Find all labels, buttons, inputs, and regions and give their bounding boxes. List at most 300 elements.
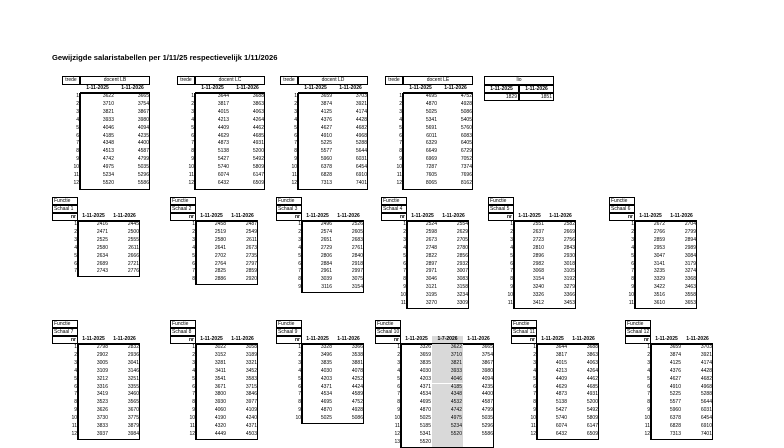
nr-number: 4	[631, 244, 634, 251]
salary-cell: 3937	[96, 430, 108, 437]
nr-number: 3	[403, 236, 406, 243]
nr-header: nr	[276, 213, 302, 221]
salary-cell: 5809	[252, 164, 264, 171]
salary-cell: 2611	[246, 236, 257, 243]
salary-cell: 5035	[481, 415, 493, 422]
nr-number: 4	[74, 244, 77, 251]
trede-number: 10	[188, 164, 194, 171]
salary-cell: 3933	[102, 116, 114, 123]
salary-cell: 2840	[351, 252, 363, 259]
nr-number: 7	[533, 391, 536, 398]
functie-label: Functie	[276, 320, 302, 328]
salary-cell: 4975	[432, 415, 463, 423]
salary-cell: 2598	[425, 228, 437, 235]
salary-cell: 3653	[684, 300, 696, 306]
nr-header: nr	[52, 213, 78, 221]
salary-cell: 5740	[217, 164, 229, 171]
salary-cell: 3419	[96, 391, 108, 398]
salary-cell: 3046	[425, 276, 437, 283]
salary-cell: 3622	[102, 93, 114, 99]
schaal-label: Schaal 11	[511, 328, 537, 336]
date-header: 1-11-2026	[333, 85, 368, 93]
salary-cell: 3523	[96, 399, 108, 406]
salary-cell: 4174	[355, 108, 367, 115]
salary-cell: 4799	[137, 156, 149, 163]
nr-number: 11	[507, 300, 513, 306]
nr-number: 8	[631, 276, 634, 283]
nr-number: 2	[403, 228, 406, 235]
nr-number: 7	[298, 268, 301, 275]
nr-number: 4	[533, 367, 536, 374]
salary-cell: 3881	[351, 359, 363, 366]
trede-number: 9	[76, 156, 79, 163]
nr-number: 7	[298, 391, 301, 398]
salary-cell: 6031	[355, 156, 367, 163]
salary-cell: 5520	[419, 438, 431, 445]
salary-cell: 2705	[456, 236, 468, 243]
salary-cell: 2611	[128, 244, 139, 251]
trede-number: 4	[191, 116, 194, 123]
trede-number: 6	[294, 132, 297, 139]
nr-number: 8	[192, 399, 195, 406]
salary-cell: 2580	[96, 244, 108, 251]
nr-number: 9	[533, 407, 536, 414]
nr-number: 10	[189, 415, 195, 422]
salary-cell: 5025	[425, 108, 437, 115]
trede-number: 8	[76, 148, 79, 155]
nr-number: 3	[74, 236, 77, 243]
nr-number: 8	[397, 399, 400, 406]
nr-number: 5	[74, 375, 77, 382]
date-header: 1-11-2025	[407, 213, 438, 221]
salary-cell: 4931	[586, 391, 598, 398]
salary-cell: 3671	[214, 383, 226, 390]
nr-number: 9	[298, 407, 301, 414]
nr-number: 9	[192, 407, 195, 414]
salary-cell: 2756	[563, 236, 575, 243]
trede-number: 7	[191, 140, 194, 147]
salary-cell: 3821	[432, 360, 463, 368]
salary-cell: 1851	[519, 93, 554, 101]
salary-cell: 3329	[653, 276, 665, 283]
salary-cell: 3368	[684, 276, 696, 283]
salary-cell: 2549	[245, 228, 257, 235]
nr-number: 2	[510, 228, 513, 235]
salary-cell: 4428	[355, 116, 367, 123]
nr-number: 6	[192, 383, 195, 390]
salary-cell: 4030	[419, 367, 431, 374]
salary-cell: 4063	[252, 108, 264, 115]
nr-number: 1	[403, 221, 406, 227]
salary-cell: 4873	[217, 140, 229, 147]
salary-cell: 5200	[586, 399, 598, 406]
salary-cell: 3665	[137, 93, 149, 99]
trede-header: trede	[280, 76, 298, 85]
salary-cell: 3039	[320, 276, 332, 283]
salary-cell: 4532	[432, 399, 463, 407]
salary-cell: 3703	[355, 93, 367, 99]
date-header: 1-11-2026	[227, 336, 258, 344]
salary-cell: 3541	[214, 375, 226, 382]
nr-number: 10	[400, 292, 406, 299]
date-header: 1-11-2026	[519, 85, 554, 93]
schaal-label: Schaal 9	[276, 328, 302, 336]
salary-cell: 2416	[96, 221, 108, 227]
salary-cell: 3075	[351, 276, 363, 283]
nr-number: 3	[397, 359, 400, 366]
salary-cell: 3835	[320, 359, 332, 366]
nr-header: nr	[52, 336, 78, 344]
salary-cell: 7313	[669, 430, 681, 437]
date-header: 1-11-2025	[298, 85, 333, 93]
functie-label: Functie	[609, 197, 635, 205]
salary-cell: 2471	[96, 228, 108, 235]
nr-header: nr	[609, 213, 635, 221]
salary-cell: 4264	[586, 367, 598, 374]
salary-cell: 4910	[669, 383, 681, 390]
salary-cell: 4931	[252, 140, 264, 147]
salary-cell: 3022	[214, 344, 226, 350]
salary-cell: 2982	[532, 260, 544, 267]
salary-cell: 2884	[320, 260, 332, 267]
trede-number: 8	[191, 148, 194, 155]
trede-number: 8	[294, 148, 297, 155]
salary-cell: 2721	[127, 260, 139, 267]
nr-number: 7	[631, 268, 634, 275]
date-header: 1-11-2025	[537, 336, 568, 344]
nr-number: 2	[647, 351, 650, 358]
trede-number: 6	[76, 132, 79, 139]
salary-cell: 2989	[684, 244, 696, 251]
salary-cell: 3411	[215, 367, 226, 374]
salary-cell: 2458	[214, 221, 226, 227]
functie-label: Functie	[276, 197, 302, 205]
salary-cell: 2723	[532, 236, 544, 243]
nr-number: 2	[397, 351, 400, 358]
salary-cell: 2971	[425, 268, 437, 275]
salary-cell: 2683	[351, 236, 363, 243]
nr-number: 6	[192, 260, 195, 267]
salary-cell: 4190	[214, 415, 226, 422]
salary-cell: 3863	[252, 100, 264, 107]
salary-cell: 4589	[351, 391, 363, 398]
salary-cell: 4695	[320, 399, 332, 406]
nr-number: 3	[192, 236, 195, 243]
date-header: 1-11-2025	[78, 213, 109, 221]
nr-number: 8	[510, 276, 513, 283]
nr-number: 10	[295, 415, 301, 422]
trede-header: trede	[385, 76, 403, 85]
salary-cell: 7401	[355, 179, 367, 186]
nr-number: 1	[631, 221, 634, 227]
salary-cell: 3659	[419, 351, 431, 358]
salary-cell: 2930	[563, 252, 575, 259]
date-header: 1-11-2026	[568, 336, 599, 344]
salary-cell: 5520	[432, 431, 463, 439]
nr-number: 3	[192, 359, 195, 366]
trede-number: 9	[294, 156, 297, 163]
date-header: 1-11-2026	[333, 336, 364, 344]
table-name: docent LB	[80, 76, 150, 85]
nr-number: 8	[298, 399, 301, 406]
salary-cell: 2689	[96, 260, 108, 267]
nr-number: 10	[71, 415, 77, 422]
table-name: docent LC	[195, 76, 265, 85]
salary-cell: 5809	[586, 415, 598, 422]
salary-cell: 4682	[700, 375, 712, 382]
nr-number: 7	[192, 391, 195, 398]
salary-cell: 5405	[460, 116, 472, 123]
salary-cell: 4063	[586, 359, 598, 366]
salary-cell: 3984	[127, 430, 139, 437]
salary-cell: 4462	[252, 124, 264, 131]
salary-cell: 3309	[456, 300, 468, 306]
salary-cell: 2574	[320, 228, 332, 235]
trede-number: 3	[399, 108, 402, 115]
salary-cell: 2798	[96, 344, 108, 350]
functie-label: Functie	[170, 197, 196, 205]
date-header: 1-11-2025	[635, 213, 666, 221]
nr-number: 12	[644, 430, 650, 437]
nr-number: 4	[647, 367, 650, 374]
salary-cell: 4348	[102, 140, 114, 147]
schaal-label: Schaal 2	[170, 205, 196, 213]
nr-number: 9	[510, 284, 513, 291]
salary-cell: 2525	[96, 236, 108, 243]
trede-number: 11	[396, 172, 402, 178]
salary-cell: 3452	[245, 367, 257, 374]
salary-cell: 5492	[586, 407, 598, 414]
salary-cell: 5200	[252, 148, 264, 155]
salary-cell	[432, 439, 463, 447]
nr-number: 7	[192, 268, 195, 275]
nr-number: 12	[189, 430, 195, 437]
salary-cell: 3583	[245, 375, 257, 382]
salary-cell: 3703	[700, 344, 712, 350]
salary-cell: 2672	[653, 221, 665, 227]
nr-number: 11	[400, 300, 406, 306]
nr-number: 4	[74, 367, 77, 374]
trede-number: 2	[191, 100, 194, 107]
salary-cell: 6509	[252, 179, 264, 186]
salary-cell: 4203	[320, 375, 332, 382]
salary-cell: 4695	[425, 93, 437, 99]
salary-cell: 4462	[586, 375, 598, 382]
salary-cell: 2776	[127, 268, 139, 275]
salary-cell: 3146	[127, 367, 139, 374]
salary-cell: 6083	[460, 132, 472, 139]
nr-number: 6	[533, 383, 536, 390]
date-header: 1-11-2025	[302, 213, 333, 221]
salary-cell: 3846	[245, 391, 257, 398]
salary-cell: 2894	[684, 236, 696, 243]
schaal-label: Schaal 6	[609, 205, 635, 213]
nr-number: 10	[507, 292, 513, 299]
nr-number: 1	[533, 344, 536, 350]
salary-cell: 2953	[653, 244, 665, 251]
salary-cell: 2673	[425, 236, 437, 243]
trede-header: trede	[62, 76, 80, 85]
salary-cell: 4627	[320, 124, 332, 131]
salary-cell: 4629	[555, 383, 567, 390]
salary-cell: 3977	[245, 399, 257, 406]
nr-number: 6	[647, 383, 650, 390]
nr-number: 10	[628, 292, 634, 299]
salary-cell: 5341	[425, 116, 437, 123]
date-header: 1-11-2025	[196, 336, 227, 344]
nr-number: 5	[298, 375, 301, 382]
nr-number: 7	[74, 268, 77, 275]
salary-cell: 5427	[555, 407, 567, 414]
functie-label: Functie	[625, 320, 651, 328]
salary-cell: 3610	[653, 300, 665, 306]
salary-cell: 6074	[217, 172, 229, 178]
salary-cell: 4235	[481, 383, 493, 390]
salary-cell: 3366	[563, 292, 575, 299]
salary-cell: 4015	[555, 359, 567, 366]
salary-cell: 4235	[137, 132, 149, 139]
salary-cell: 3355	[127, 383, 139, 390]
salary-cell: 3754	[481, 351, 493, 358]
salary-cell: 3644	[217, 93, 229, 99]
salary-cell: 6147	[586, 423, 598, 429]
salary-cell: 3835	[419, 359, 431, 366]
nr-number: 5	[397, 375, 400, 382]
salary-cell: 5296	[481, 423, 493, 429]
date-header: 1-11-2026	[463, 336, 494, 344]
nr-number: 8	[403, 276, 406, 283]
salary-cell: 3874	[320, 100, 332, 107]
nr-number: 12	[530, 430, 536, 437]
salary-cell: 5960	[669, 407, 681, 414]
nr-number: 11	[628, 300, 634, 306]
salary-cell: 3005	[96, 359, 108, 366]
nr-number: 11	[71, 423, 77, 429]
salary-cell: 5427	[217, 156, 229, 163]
salary-cell: 5138	[217, 148, 229, 155]
nr-number: 2	[298, 228, 301, 235]
nr-number: 1	[192, 344, 195, 350]
salary-cell: 5288	[700, 391, 712, 398]
salary-cell: 3084	[684, 252, 696, 259]
salary-cell: 3116	[321, 284, 332, 291]
salary-cell: 3274	[684, 268, 696, 275]
salary-cell: 4264	[252, 116, 264, 123]
salary-cell: 6378	[669, 415, 681, 422]
salary-cell: 5577	[669, 399, 681, 406]
salary-cell: 3817	[217, 100, 229, 107]
salary-cell: 2918	[351, 260, 363, 267]
nr-number: 8	[74, 399, 77, 406]
salary-cell: 5025	[419, 415, 431, 422]
salary-cell: 3516	[653, 292, 665, 299]
salary-cell: 2526	[351, 221, 363, 227]
date-header: 1-11-2025	[403, 85, 438, 93]
nr-number: 1	[397, 344, 400, 350]
trede-number: 4	[294, 116, 297, 123]
salary-cell: 4203	[419, 375, 431, 382]
salary-cell: 3863	[586, 351, 598, 358]
nr-number: 10	[394, 415, 400, 422]
nr-header: nr	[381, 213, 407, 221]
salary-cell: 4534	[419, 391, 431, 398]
salary-cell: 7287	[425, 164, 437, 171]
salary-cell: 2766	[653, 228, 665, 235]
nr-number: 12	[394, 430, 400, 437]
nr-number: 2	[298, 351, 301, 358]
nr-number: 3	[631, 236, 634, 243]
salary-cell: 4030	[320, 367, 332, 374]
salary-cell: 4975	[102, 164, 114, 171]
nr-number: 6	[510, 260, 513, 267]
nr-number: 2	[631, 228, 634, 235]
salary-cell: 6649	[425, 148, 437, 155]
salary-cell: 4046	[432, 376, 463, 384]
salary-cell: 3980	[481, 367, 493, 374]
salary-cell: 3234	[456, 292, 468, 299]
nr-header: nr	[276, 336, 302, 344]
salary-cell: 4682	[355, 124, 367, 131]
trede-number: 6	[191, 132, 194, 139]
salary-cell: 4094	[137, 124, 149, 131]
salary-cell: 5234	[102, 172, 114, 178]
salary-cell: 3212	[96, 375, 108, 382]
salary-cell: 6432	[555, 430, 567, 437]
nr-number: 6	[397, 383, 400, 390]
trede-number: 5	[294, 124, 297, 131]
salary-cell: 4587	[481, 399, 493, 406]
date-header: 1-11-2025	[78, 336, 109, 344]
salary-cell: 3192	[563, 276, 575, 283]
salary-cell: 4409	[555, 375, 567, 382]
salary-cell: 4685	[586, 383, 598, 390]
salary-cell: 3366	[351, 344, 363, 350]
nr-number: 3	[74, 359, 77, 366]
table-name: docent LE	[403, 76, 473, 85]
salary-cell: 3083	[456, 276, 468, 283]
schaal-label: Schaal 4	[381, 205, 407, 213]
trede-number: 11	[188, 172, 194, 178]
salary-cell: 6509	[586, 430, 598, 437]
date-header: 1-11-2025	[80, 85, 115, 93]
salary-cell: 5644	[355, 148, 367, 155]
date-header: 1-11-2026	[230, 85, 265, 93]
salary-cell: 2605	[351, 228, 363, 235]
salary-cell: 2902	[96, 351, 108, 358]
nr-number: 10	[644, 415, 650, 422]
salary-cell: 5185	[419, 423, 431, 429]
nr-number: 9	[647, 407, 650, 414]
salary-cell: 3141	[653, 260, 665, 267]
salary-cell: 5644	[700, 399, 712, 406]
functie-label: Functie	[511, 320, 537, 328]
salary-cell: 2743	[96, 268, 108, 275]
salary-cell: 3018	[563, 260, 575, 267]
salary-cell: 4449	[214, 430, 226, 437]
salary-cell: 3644	[555, 344, 567, 350]
salary-cell: 4400	[481, 391, 493, 398]
nr-number: 4	[192, 244, 195, 251]
salary-cell: 2856	[456, 252, 468, 259]
salary-cell: 5760	[460, 124, 472, 131]
nr-number: 9	[74, 407, 77, 414]
salary-cell: 3921	[700, 351, 712, 358]
salary-cell: 3240	[532, 284, 544, 291]
trede-number: 12	[188, 179, 194, 186]
salary-cell: 3179	[684, 260, 696, 267]
nr-number: 3	[298, 359, 301, 366]
salary-cell: 3930	[214, 399, 226, 406]
